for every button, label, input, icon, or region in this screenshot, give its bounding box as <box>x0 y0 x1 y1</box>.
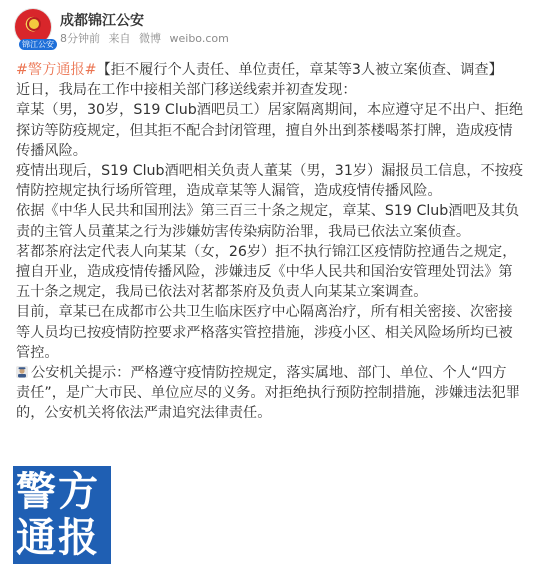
tip-line: 的，公安机关将依法严肃追究法律责任。 <box>16 405 272 422</box>
image-text-line2: 通报 <box>16 515 100 561</box>
post-line: 擅自开业，造成疫情传播风险，涉嫌违反《中华人民共和国治安管理处罚法》第 <box>16 264 513 281</box>
post-line: 依据《中华人民共和国刑法》第三百三十条之规定，章某、S19 Club酒吧及其负 <box>16 203 520 220</box>
source-prefix: 来自 <box>108 32 131 45</box>
post-line: 目前，章某已在成都市公共卫生临床医疗中心隔离治疗，所有相关密接、次密接 <box>16 304 513 321</box>
source-domain: weibo.com <box>169 32 229 45</box>
post-line: 情防控规定执行场所管理，造成章某等人漏管，造成疫情传播风险。 <box>16 183 442 200</box>
verified-badge: 锦江公安 <box>19 39 57 50</box>
post-line: 疫情出现后，S19 Club酒吧相关负责人董某（男，31岁）漏报员工信息，不按疫 <box>16 163 524 180</box>
avatar[interactable] <box>14 8 54 49</box>
post-line: 传播风险。 <box>16 142 87 159</box>
post-time[interactable]: 8分钟前 <box>60 32 100 45</box>
police-badge-icon <box>27 17 41 31</box>
post-header <box>14 6 534 48</box>
post-line: 管控。 <box>16 344 59 361</box>
post-line: 五十条之规定，我局已依法对茗都茶府及负责人向某某立案调查。 <box>16 284 428 301</box>
post-line: 近日，我局在工作中接相关部门移送线索并初查发现： <box>16 82 357 99</box>
post-meta <box>60 30 234 46</box>
post-title-line <box>16 60 538 80</box>
tip-line <box>16 363 538 383</box>
police-bulletin-image[interactable] <box>13 466 111 564</box>
officer-emoji-icon <box>16 366 28 378</box>
account-name[interactable]: 成都锦江公安 <box>60 13 144 29</box>
post-line: 探访等防疫规定，但其拒不配合封闭管理，擅自外出到茶楼喝茶打牌，造成疫情 <box>16 122 513 139</box>
tip-line: 责任”，是广大市民、单位应尽的义务。对拒绝执行预防控制措施，涉嫌违法犯罪 <box>16 385 520 402</box>
post-line: 茗都茶府法定代表人向某某（女，26岁）拒不执行锦江区疫情防控通告之规定， <box>16 243 517 260</box>
post-line: 等人员均已按疫情防控要求严格落实管控措施，涉疫小区、相关风险场所均已被 <box>16 324 513 341</box>
topic-hashtag[interactable]: #警方通报# <box>16 62 97 78</box>
post-line: 责的主管人员董某之行为涉嫌妨害传染病防治罪，我局已依法立案侦查。 <box>16 223 471 240</box>
post-body <box>16 60 538 424</box>
post-title: 【拒不履行个人责任、单位责任，章某等3人被立案侦查、调查】 <box>96 62 503 78</box>
source-name[interactable]: 微博 <box>139 32 161 45</box>
tip-text: 公安机关提示：严格遵守疫情防控规定，落实属地、部门、单位、个人“四方 <box>31 365 507 382</box>
post-line: 章某（男，30岁，S19 Club酒吧员工）居家隔离期间，本应遵守足不出户、拒绝 <box>16 102 524 119</box>
image-text-line1: 警方 <box>16 469 100 515</box>
